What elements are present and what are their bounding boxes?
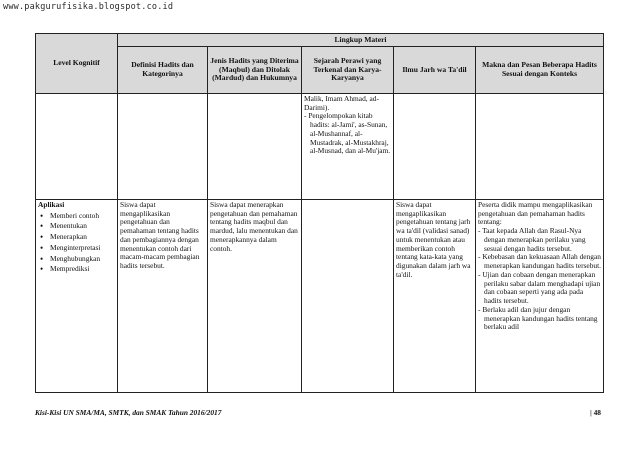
header-jenis-hadits: Jenis Hadits yang Diterima (Maqbul) dan Ditolak (Mardud) dan Hukumnya [208, 47, 302, 94]
continuation-item: - Pengelompokan kitab hadits: al-Jami', as-Sunan, al-Mushannaf, al-Mustadrak, al-Mustakhraj, al-Musnad, dan al-Mu'jam. [304, 112, 391, 156]
cell-jenis-aplikasi: Siswa dapat menerapkan pengetahuan dan pemahaman tentang hadits maqbul dan mardud, lalu menentukan dan menerapkannya dalam contoh. [208, 200, 302, 393]
makna-intro: Peserta didik mampu mengaplikasikan pengetahuan dan pemahaman hadits tentang: [478, 200, 593, 227]
verb-item: • Memberi contoh [38, 212, 115, 221]
header-sejarah-perawi: Sejarah Perawi yang Terkenal dan Karya-Karyanya [302, 47, 394, 94]
watermark-url: www.pakgurufisika.blogspot.co.id [3, 2, 174, 12]
verb-item: • Menerapkan [38, 233, 115, 242]
cell-empty [118, 94, 208, 200]
kisi-kisi-table [35, 33, 604, 393]
cell-level-aplikasi [36, 200, 118, 393]
cell-empty [208, 94, 302, 200]
makna-item: - Ujian dan cobaan dengan menerapkan perilaku sabar dalam menghadapi ujian dan cobaan seperti yang ada pada hadits tersebut. [478, 271, 601, 306]
verb-item: • Menentukan [38, 222, 115, 231]
cell-empty [36, 94, 118, 200]
header-makna-pesan: Makna dan Pesan Beberapa Hadits Sesuai dengan Konteks [476, 47, 604, 94]
cell-sejarah-aplikasi [302, 200, 394, 393]
makna-item: - Taat kepada Allah dan Rasul-Nya dengan menerapkan perilaku yang sesuai dengan hadits tersebut. [478, 227, 601, 253]
verb-item: • Menginterpretasi [38, 244, 115, 253]
cell-makna-aplikasi [476, 200, 604, 393]
header-level-kognitif: Level Kognitif [36, 34, 118, 94]
level-title: Aplikasi [38, 200, 65, 209]
header-definisi-hadits: Definisi Hadits dan Kategorinya [118, 47, 208, 94]
table-row-aplikasi [36, 200, 604, 393]
page-number: | 48 [590, 408, 601, 417]
verb-item: • Menghubungkan [38, 255, 115, 264]
header-lingkup-materi: Lingkup Materi [118, 34, 604, 47]
cell-empty [394, 94, 476, 200]
cell-definisi-aplikasi: Siswa dapat mengaplikasikan pengetahuan dan pemahaman tentang hadits dan pembagiannya dengan menentukan contoh dari macam-macam pembagian hadits tersebut. [118, 200, 208, 393]
cell-empty [476, 94, 604, 200]
makna-item: - Berlaku adil dan jujur dengan menerapkan kandungan hadits tentang berlaku adil [478, 306, 601, 332]
cell-jarh-aplikasi: Siswa dapat mengaplikasikan pengetahuan tentang jarh wa ta'dil (validasi sanad) untuk menentukan atau memberikan contoh tentang kata-kata yang digunakan dalam jarh wa ta'dil. [394, 200, 476, 393]
continuation-line: Malik, Imam Ahmad, ad-Darimi). [304, 94, 379, 112]
makna-item: - Kebebasan dan kekuasaan Allah dengan menerapkan kandungan hadits tersebut. [478, 253, 601, 270]
page-footer [35, 408, 603, 417]
verb-item: • Memprediksi [38, 265, 115, 274]
header-ilmu-jarh: Ilmu Jarh wa Ta'dil [394, 47, 476, 94]
cell-sejarah-perawi-continuation [302, 94, 394, 200]
table-row-continuation [36, 94, 604, 200]
footer-title: Kisi-Kisi UN SMA/MA, SMTK, dan SMAK Tahun 2016/2017 [35, 408, 222, 417]
